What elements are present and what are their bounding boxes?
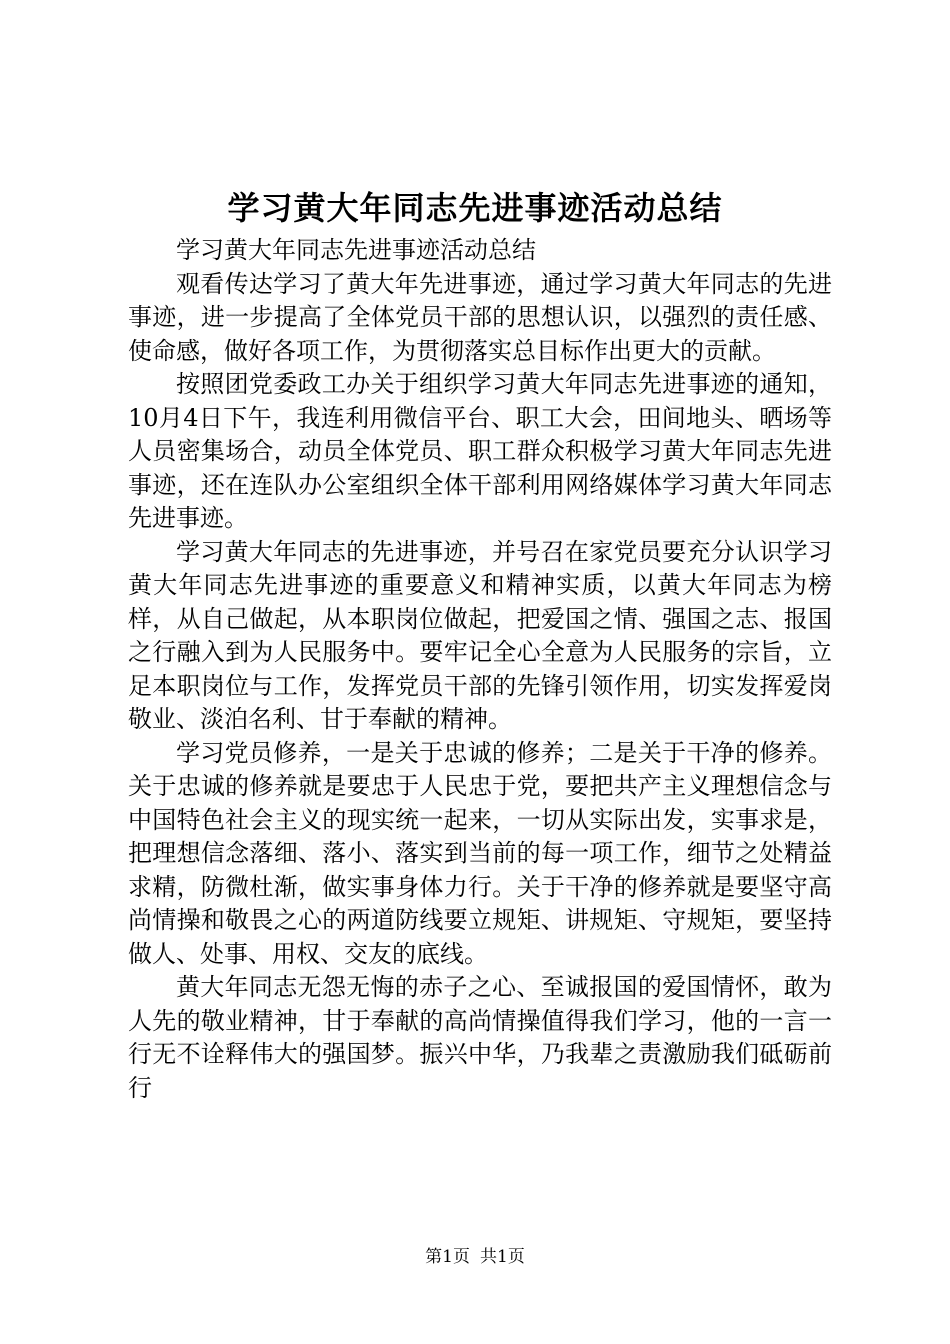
paragraph-4: 学习党员修养，一是关于忠诚的修养；二是关于干净的修养。关于忠诚的修养就是要忠于人民忠于党，要把共产主义理想信念与中国特色社会主义的现实统一起来，一切从实际出发，实事求是，把理想信念落细、落小、落实到当前的每一项工作，细节之处精益求精，防微杜渐，做实事身体力行。关于干净的修养就是要坚守高尚情操和敬畏之心的两道防线要立规矩、讲规矩、守规矩，要坚持做人、处事、用权、交友的底线。: [128, 738, 832, 968]
paragraph-1: 观看传达学习了黄大年先进事迹，通过学习黄大年同志的先进事迹，进一步提高了全体党员干部的思想认识，以强烈的责任感、使命感，做好各项工作，为贯彻落实总目标作出更大的贡献。: [128, 269, 832, 365]
page-footer: [0, 1245, 950, 1269]
document-body: [128, 234, 832, 1105]
page-number-current: 第1页: [425, 1247, 470, 1267]
paragraph-3: 学习黄大年同志的先进事迹，并号召在家党员要充分认识学习黄大年同志先进事迹的重要意义和精神实质，以黄大年同志为榜样，从自己做起，从本职岗位做起，把爱国之情、强国之志、报国之行融入到为人民服务中。要牢记全心全意为人民服务的宗旨，立足本职岗位与工作，发挥党员干部的先锋引领作用，切实发挥爱岗敬业、淡泊名利、甘于奉献的精神。: [128, 537, 832, 733]
paragraph-2: 按照团党委政工办关于组织学习黄大年同志先进事迹的通知，10月4日下午，我连利用微信平台、职工大会，田间地头、晒场等人员密集场合，动员全体党员、职工群众积极学习黄大年同志先进事迹，还在连队办公室组织全体干部利用网络媒体学习黄大年同志先进事迹。: [128, 370, 832, 532]
page-number-total: 共1页: [480, 1247, 525, 1267]
document-title: 学习黄大年同志先进事迹活动总结: [227, 189, 723, 227]
paragraph-subtitle: 学习黄大年同志先进事迹活动总结: [176, 236, 536, 264]
paragraph-5: 黄大年同志无怨无悔的赤子之心、至诚报国的爱国情怀，敢为人先的敬业精神，甘于奉献的高尚情操值得我们学习，他的一言一行无不诠释伟大的强国梦。振兴中华，乃我辈之责激励我们砥砺前行: [128, 973, 832, 1102]
